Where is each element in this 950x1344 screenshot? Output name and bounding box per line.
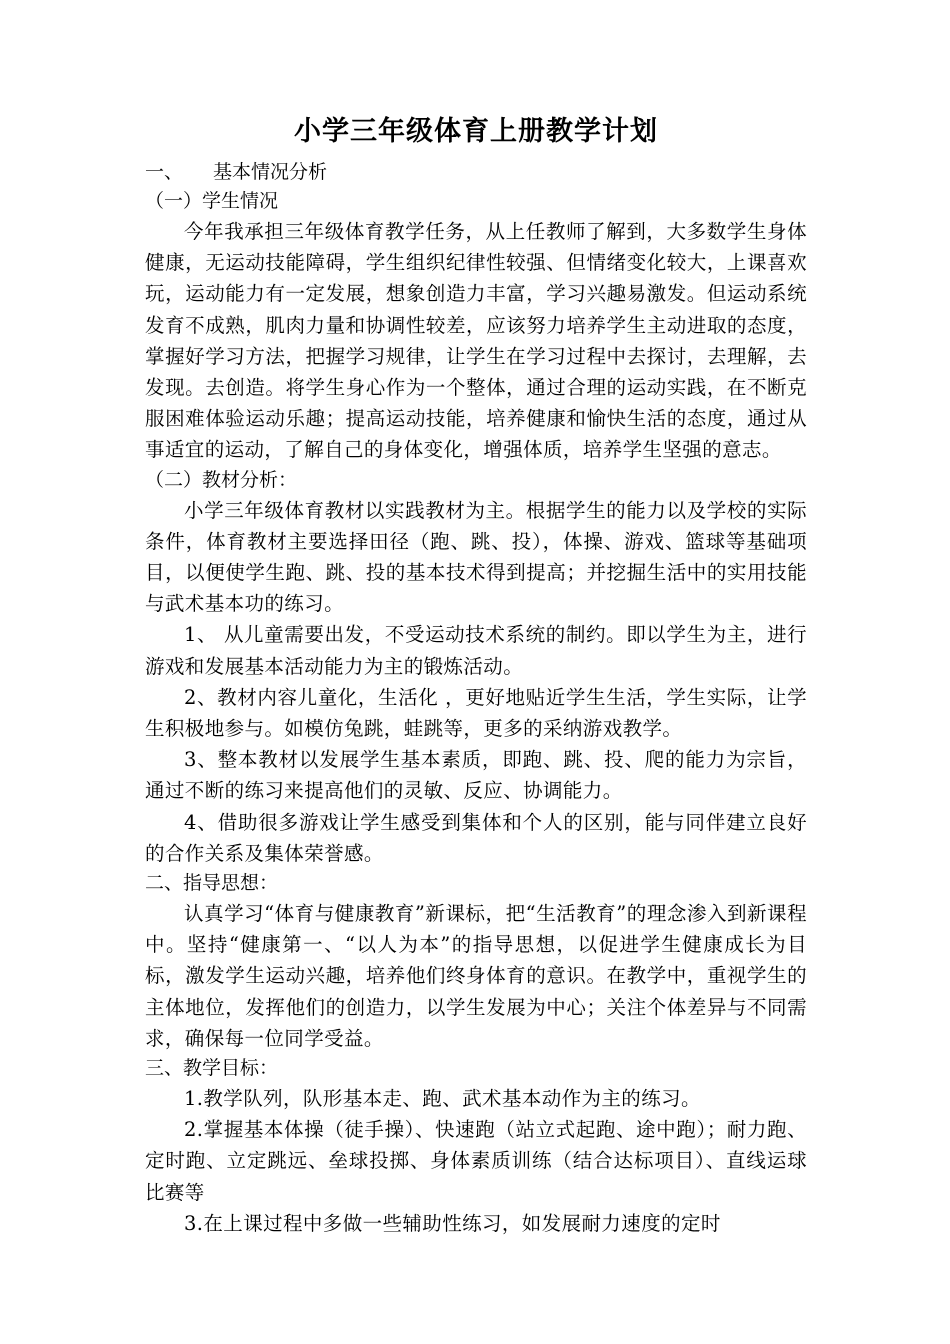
student-paragraph: 今年我承担三年级体育教学任务，从上任教师了解到，大多数学生身体健康，无运动技能障碍，学生组织纪律性较强、但情绪变化较大，上课喜欢玩，运动能力有一定发展，想象创造力丰富，学习兴趣易激发。但运动系统发育不成熟，肌肉力量和协调性较差，应该努力培养学生主动进取的态度，掌握好学习方法，把握学习规律，让学生在学习过程中去探讨，去理解，去发现。去创造。将学生身心作为一个整体，通过合理的运动实践，在不断克服困难体验运动乐趣；提高运动技能，培养健康和愉快生活的态度，通过从事适宜的运动，了解自己的身体变化，增强体质，培养学生坚强的意志。 [145,220,807,462]
goal-item-3: 3.在上课过程中多做一些辅助性练习，如发展耐力速度的定时 [184,1211,721,1235]
material-item-4: 4、借助很多游戏让学生感受到集体和个人的区别，能与同伴建立良好的合作关系及集体荣誉感。 [145,810,807,865]
document-title: 小学三年级体育上册教学计划 [294,116,658,147]
section-3-heading: 三、教学目标： [145,1057,279,1080]
guiding-idea-paragraph: 认真学习“体育与健康教育”新课标，把“生活教育”的理念渗入到新课程中。坚持“健康第一、“以人为本”的指导思想，以促进学生健康成长为目标，激发学生运动兴趣，培养他们终身体育的意识。在教学中，重视学生的主体地位，发挥他们的创造力，以学生发展为中心；关注个体差异与不同需求，确保每一位同学受益。 [145,902,807,1050]
goal-item-2: 2.掌握基本体操（徒手操）、快速跑（站立式起跑、途中跑）；耐力跑、定时跑、立定跳远、垒球投掷、身体素质训练（结合达标项目）、直线运球比赛等 [145,1118,807,1204]
document-page [145,112,807,1239]
section-1-number: 一、 [145,161,184,183]
material-item-2: 2、教材内容儿童化，生活化 ，更好地贴近学生生活，学生实际，让学生积极地参与。如模仿兔跳，蛙跳等，更多的采纳游戏教学。 [145,685,807,741]
material-item-1: 1、 从儿童需要出发，不受运动技术系统的制约。即以学生为主，进行游戏和发展基本活动能力为主的锻炼活动。 [145,623,807,678]
subsection-material-heading: （二）教材分析： [145,468,298,491]
section-1-title: 基本情况分析 [213,161,328,183]
section-2-heading: 二、指导思想： [145,872,279,895]
goal-item-1: 1.教学队列，队形基本走、跑、武术基本动作为主的练习。 [184,1087,701,1111]
material-intro-paragraph: 小学三年级体育教材以实践教材为主。根据学生的能力以及学校的实际条件，体育教材主要选择田径（跑、跳、投），体操、游戏、篮球等基础项目，以便使学生跑、跳、投的基本技术得到提高；并挖掘生活中的实用技能与武术基本功的练习。 [145,498,807,616]
material-item-3: 3、整本教材以发展学生基本素质，即跑、跳、投、爬的能力为宗旨，通过不断的练习来提高他们的灵敏、反应、协调能力。 [145,748,807,803]
subsection-student-heading: （一）学生情况 [145,190,279,212]
section-1-heading [145,158,807,187]
